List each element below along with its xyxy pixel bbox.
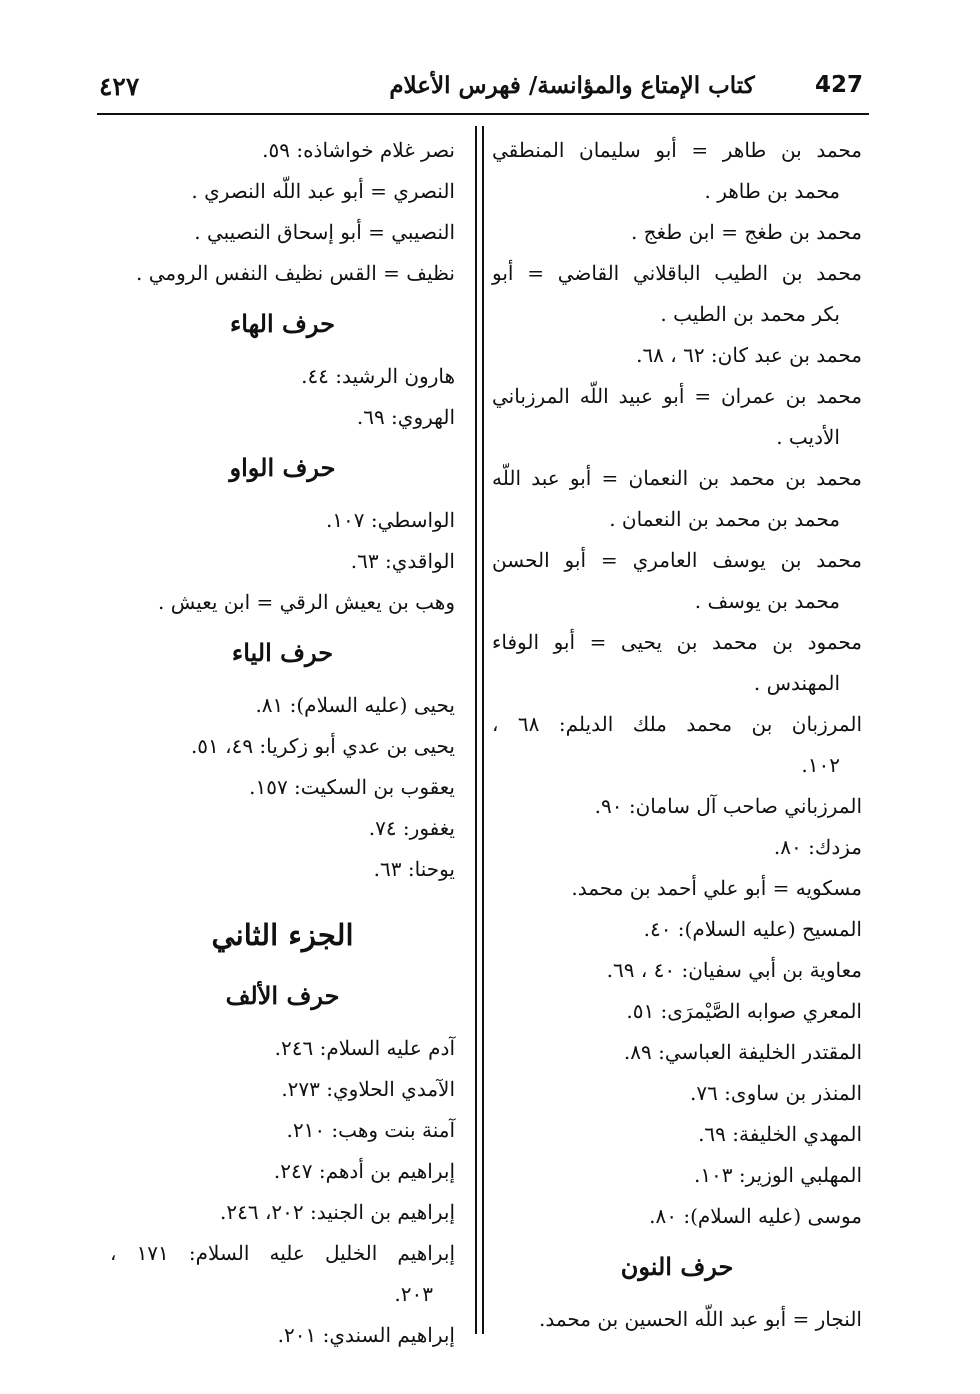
index-entry: معاوية بن أبي سفيان: ٤٠ ، ٦٩. bbox=[606, 958, 862, 982]
index-entry: آدم عليه السلام: ٢٤٦. bbox=[274, 1036, 455, 1060]
index-entry: المرزباني صاحب آل سامان: ٩٠. bbox=[594, 794, 862, 818]
index-entry: المسيح (عليه السلام): ٤٠. bbox=[643, 917, 862, 941]
column-divider-line bbox=[482, 126, 484, 1334]
index-entry: الهروي: ٦٩. bbox=[356, 405, 455, 429]
index-entry: يحيى (عليه السلام): ٨١. bbox=[255, 693, 455, 717]
section-heading-nun: حرف النون bbox=[620, 1252, 734, 1281]
index-entry: محمد بن طغج = ابن طغج . bbox=[630, 220, 862, 244]
index-entry: النصيبي = أبو إسحاق النصيبي . bbox=[194, 220, 455, 244]
index-entry: محمد بن محمد بن النعمان = أبو عبد اللّه محمد بن محمد بن النعمان . bbox=[492, 466, 862, 531]
page-number: 427 bbox=[814, 72, 863, 98]
index-entry: إبراهيم الخليل عليه السلام: ١٧١ ، ٢٠٣. bbox=[110, 1241, 456, 1306]
section-heading-ya: حرف الياء bbox=[231, 638, 334, 667]
index-entry: النجار = أبو عبد اللّه الحسين بن محمد. bbox=[538, 1307, 862, 1331]
index-entry: يغفور: ٧٤. bbox=[368, 816, 455, 840]
index-entry: مسكويه = أبو علي أحمد بن محمد. bbox=[571, 876, 862, 900]
part-two-heading: الجزء الثاني bbox=[211, 918, 354, 952]
running-title: كتاب الإمتاع والمؤانسة/ فهرس الأعلام bbox=[389, 72, 755, 99]
index-entry: نصر غلام خواشاذه: ٥٩. bbox=[262, 138, 455, 162]
right-column bbox=[492, 130, 862, 1340]
index-entry: النصري = أبو عبد اللّه النصري . bbox=[191, 179, 455, 203]
section-heading-alif: حرف الألف bbox=[225, 981, 340, 1010]
index-entry: إبراهيم بن الجنيد: ٢٠٢، ٢٤٦. bbox=[220, 1200, 455, 1224]
index-entry: هارون الرشيد: ٤٤. bbox=[301, 364, 455, 388]
index-entry: الواسطي: ١٠٧. bbox=[325, 508, 455, 532]
index-entry: يوحنا: ٦٣. bbox=[373, 857, 455, 881]
index-entry: المقتدر الخليفة العباسي: ٨٩. bbox=[623, 1040, 862, 1064]
left-column bbox=[110, 130, 455, 1356]
index-entry: موسى (عليه السلام): ٨٠. bbox=[649, 1204, 862, 1228]
index-entry: إبراهيم بن أدهم: ٢٤٧. bbox=[273, 1159, 455, 1183]
page-header bbox=[97, 70, 867, 114]
index-entry: المهلبي الوزير: ١٠٣. bbox=[693, 1163, 862, 1187]
index-entry: وهب بن يعيش الرقي = ابن يعيش . bbox=[157, 590, 455, 614]
index-entry: محمود بن محمد بن يحيى = أبو الوفاء المهندس . bbox=[492, 630, 862, 695]
header-rule bbox=[97, 113, 869, 115]
page-number-arabic: ٤٢٧ bbox=[99, 72, 140, 101]
index-entry: الواقدي: ٦٣. bbox=[350, 549, 455, 573]
index-entry: محمد بن الطيب الباقلاني القاضي = أبو بكر محمد بن الطيب . bbox=[492, 261, 862, 326]
index-entry: مزدك: ٨٠. bbox=[773, 835, 862, 859]
index-entry: يعقوب بن السكيت: ١٥٧. bbox=[249, 775, 455, 799]
index-entry: يحيى بن عدي أبو زكريا: ٤٩، ٥١. bbox=[190, 734, 455, 758]
index-entry: الآمدي الحلاوي: ٢٧٣. bbox=[281, 1077, 455, 1101]
section-heading-ha: حرف الهاء bbox=[230, 309, 335, 338]
index-entry: محمد بن طاهر = أبو سليمان المنطقي محمد بن طاهر . bbox=[492, 138, 862, 203]
section-heading-waw: حرف الواو bbox=[229, 453, 336, 482]
index-entry: محمد بن عبد كان: ٦٢ ، ٦٨. bbox=[636, 343, 862, 367]
index-entry: المعري صوابه الصَّيْمرَى: ٥١. bbox=[626, 999, 862, 1023]
index-entry: المهدي الخليفة: ٦٩. bbox=[698, 1122, 862, 1146]
index-entry: إبراهيم السندي: ٢٠١. bbox=[277, 1323, 455, 1347]
index-entry: محمد بن يوسف العامري = أبو الحسن محمد بن يوسف . bbox=[492, 548, 862, 613]
index-entry: محمد بن عمران = أبو عبيد اللّه المرزباني الأديب . bbox=[492, 384, 862, 449]
index-entry: المنذر بن ساوى: ٧٦. bbox=[689, 1081, 862, 1105]
index-entry: نظيف = القس نظيف النفس الرومي . bbox=[136, 261, 455, 285]
index-entry: المرزبان بن محمد ملك الديلم: ٦٨ ، ١٠٢. bbox=[492, 712, 863, 777]
column-divider-line bbox=[475, 126, 477, 1334]
index-entry: آمنة بنت وهب: ٢١٠. bbox=[286, 1118, 455, 1142]
